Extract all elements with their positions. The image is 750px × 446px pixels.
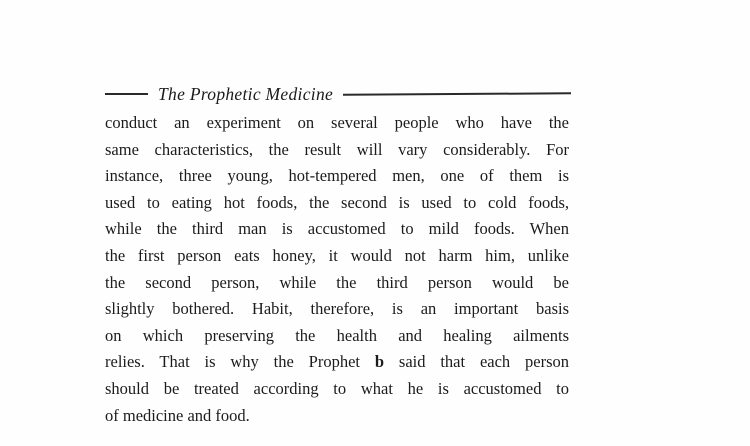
text-line: conduct an experiment on several people who have the — [105, 113, 569, 132]
text-line: the second person, while the third person would be — [105, 272, 569, 292]
text-line: on which preserving the health and healing ailments — [105, 325, 569, 345]
text-line-with-symbol — [105, 349, 569, 376]
text-segment: relies. That is why the Prophet — [105, 352, 360, 372]
page-header-title: The Prophetic Medicine — [158, 83, 334, 104]
text-line: should be treated according to what he is accustomed to — [105, 378, 569, 398]
header-rule-right — [343, 92, 571, 95]
text-line: the first person eats honey, it would not harm him, unlike — [105, 245, 569, 265]
text-segment: said that each person — [398, 352, 570, 372]
body-paragraph — [105, 110, 569, 429]
text-line: used to eating hot foods, the second is used to cold foods, — [105, 192, 569, 212]
text-line: while the third man is accustomed to mild foods. When — [105, 219, 569, 239]
header-rule-left — [105, 93, 148, 95]
page-header — [105, 83, 571, 105]
text-line: of medicine and food. — [105, 405, 250, 425]
text-line: instance, three young, hot-tempered men, one of them is — [105, 166, 569, 186]
text-line: same characteristics, the result will vary considerably. For — [105, 139, 569, 159]
text-line: slightly bothered. Habit, therefore, is an important basis — [105, 299, 569, 319]
prophet-honorific-symbol: b — [374, 352, 385, 372]
